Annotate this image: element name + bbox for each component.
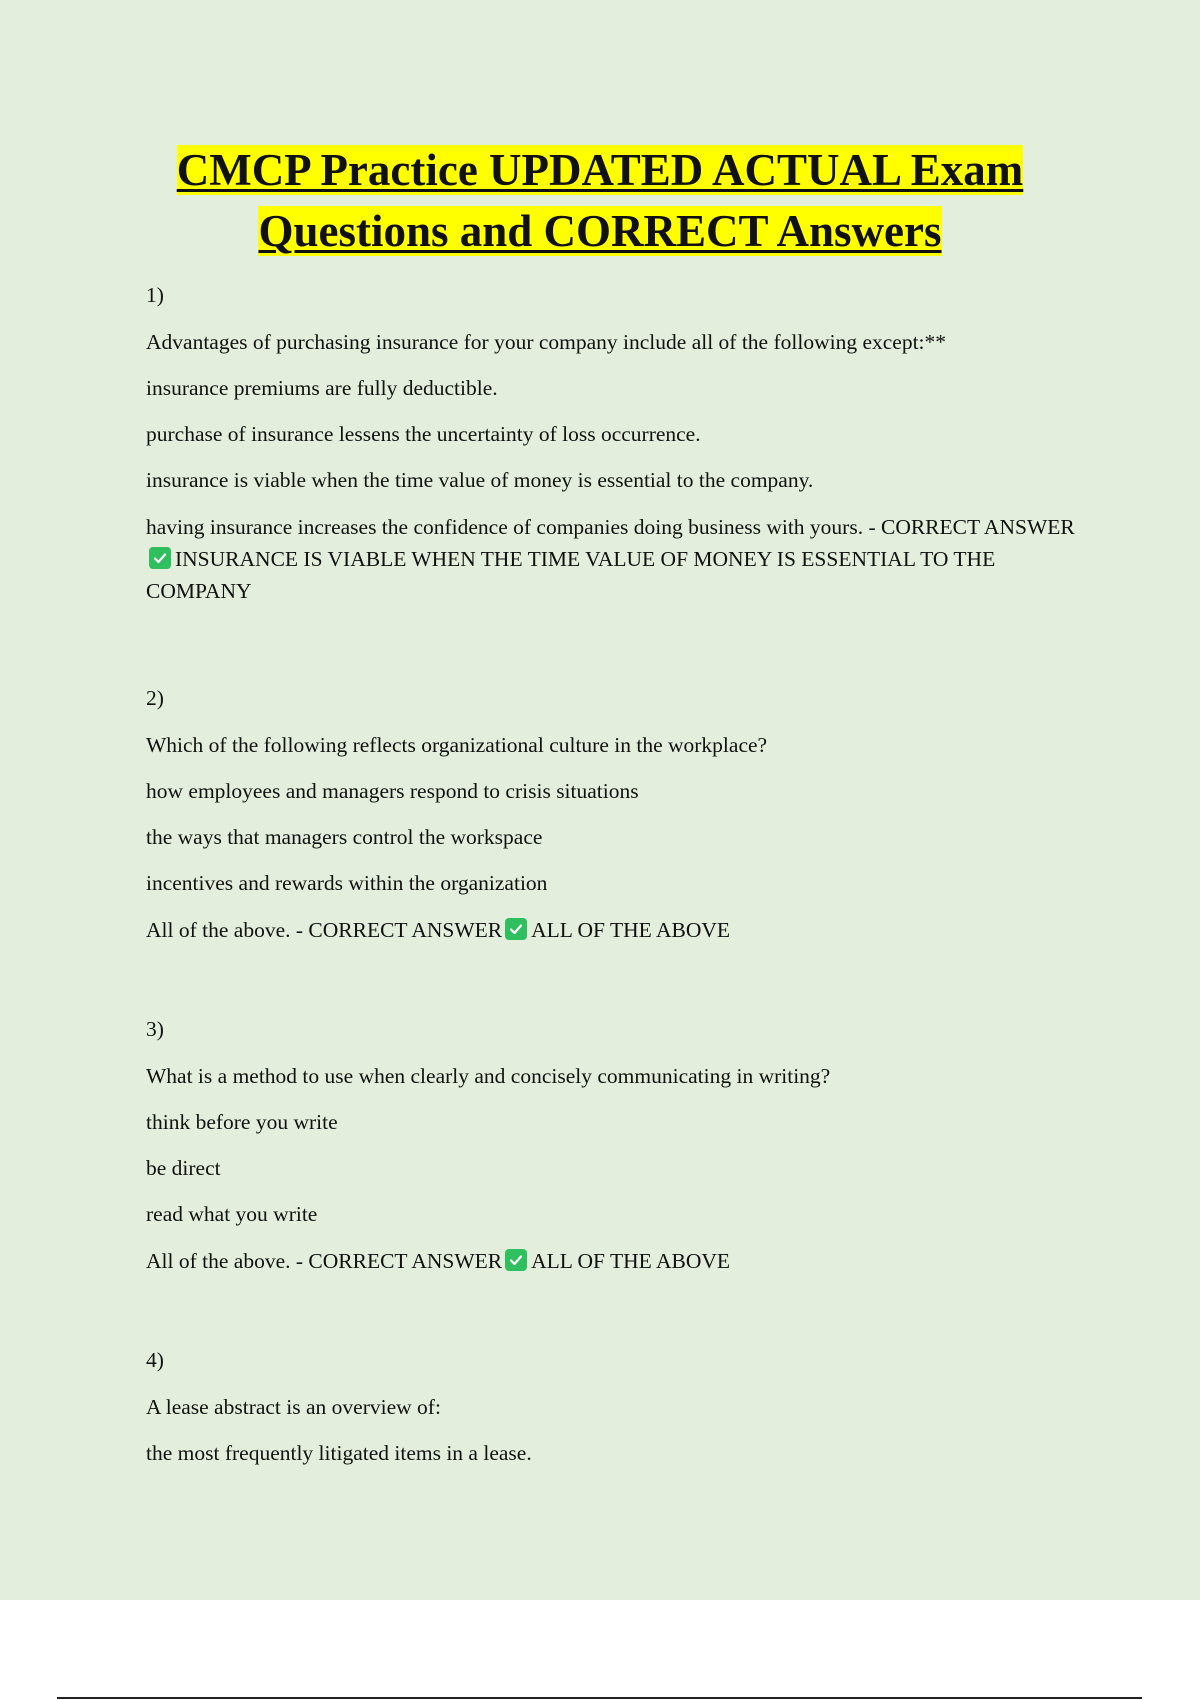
answer-option: be direct <box>146 1156 221 1180</box>
question-number: 3) <box>146 1017 164 1041</box>
final-option-text: having insurance increases the confidence of companies doing business with yours. - CORRECT ANSWER <box>146 515 1075 539</box>
question-spacer <box>146 946 1096 1014</box>
check-mark-icon <box>149 547 171 569</box>
answer-option: purchase of insurance lessens the uncertainty of loss occurrence. <box>146 422 701 446</box>
answer-option: read what you write <box>146 1202 318 1226</box>
title-line-1: CMCP Practice UPDATED ACTUAL Exam <box>176 145 1024 195</box>
check-mark-icon <box>505 918 527 940</box>
questions-list <box>146 280 1096 1484</box>
answer-option: how employees and managers respond to crisis situations <box>146 779 639 803</box>
answer-option-with-correct-answer <box>146 914 1096 946</box>
question-number: 4) <box>146 1348 164 1372</box>
answer-option: think before you write <box>146 1110 338 1134</box>
answer-option: insurance premiums are fully deductible. <box>146 376 498 400</box>
question-text: What is a method to use when clearly and concisely communicating in writing? <box>146 1064 831 1088</box>
title-line-2: Questions and CORRECT Answers <box>258 206 942 256</box>
question-text: Which of the following reflects organizational culture in the workplace? <box>146 733 768 757</box>
answer-option: the most frequently litigated items in a lease. <box>146 1441 532 1465</box>
correct-answer-text: ALL OF THE ABOVE <box>531 1249 731 1273</box>
question-1 <box>146 280 1096 607</box>
question-2 <box>146 683 1096 946</box>
question-3 <box>146 1014 1096 1277</box>
footer-divider <box>57 1697 1142 1699</box>
question-4 <box>146 1345 1096 1468</box>
answer-option-with-correct-answer <box>146 511 1096 607</box>
correct-answer-text: INSURANCE IS VIABLE WHEN THE TIME VALUE OF MONEY IS ESSENTIAL TO THE COMPANY <box>146 547 996 603</box>
answer-option: the ways that managers control the workspace <box>146 825 543 849</box>
document-title <box>0 140 1200 262</box>
final-option-text: All of the above. - CORRECT ANSWER <box>146 918 503 942</box>
question-spacer <box>146 1277 1096 1345</box>
final-option-text: All of the above. - CORRECT ANSWER <box>146 1249 503 1273</box>
question-spacer <box>146 607 1096 683</box>
question-text: A lease abstract is an overview of: <box>146 1395 441 1419</box>
question-text: Advantages of purchasing insurance for your company include all of the following except:** <box>146 330 947 354</box>
answer-option: insurance is viable when the time value of money is essential to the company. <box>146 468 814 492</box>
question-number: 2) <box>146 686 164 710</box>
correct-answer-text: ALL OF THE ABOVE <box>531 918 731 942</box>
question-number: 1) <box>146 283 164 307</box>
answer-option: incentives and rewards within the organization <box>146 871 548 895</box>
check-mark-icon <box>505 1249 527 1271</box>
answer-option-with-correct-answer <box>146 1245 1096 1277</box>
